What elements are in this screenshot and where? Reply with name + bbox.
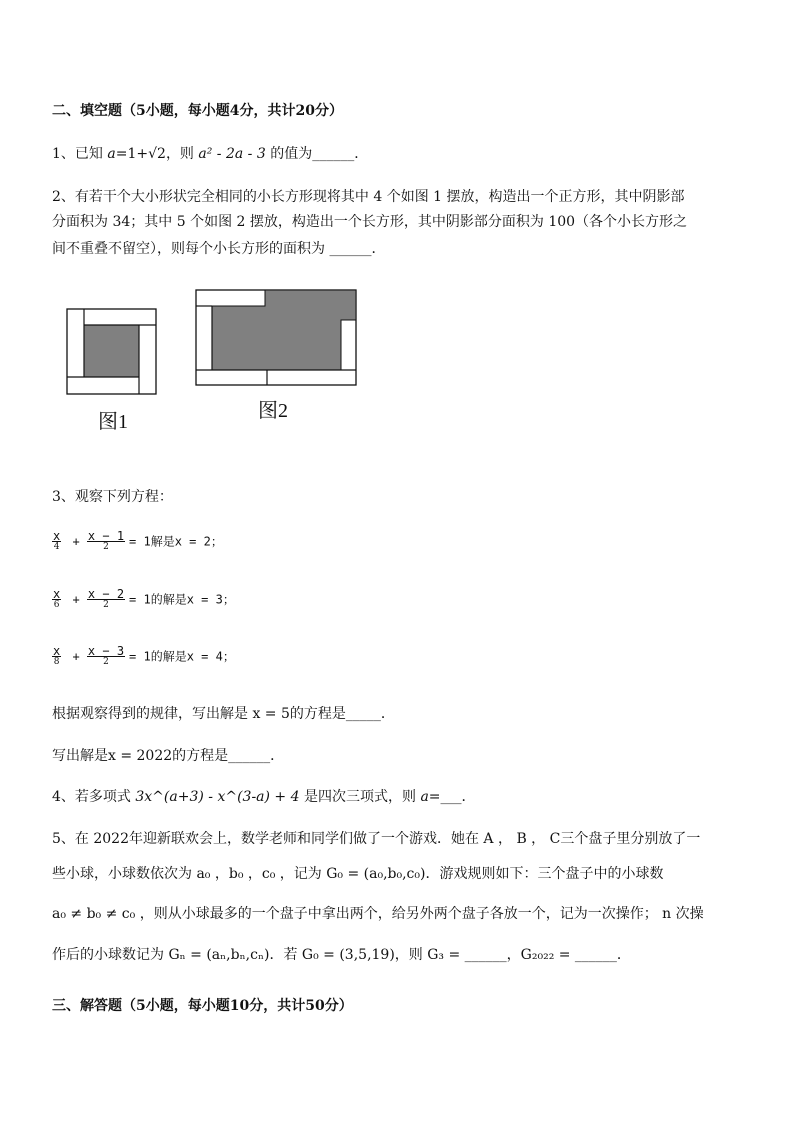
q3-eq2-d2: 2: [103, 600, 109, 610]
q3-eq1-d1: 4: [53, 542, 60, 552]
q3-eq2-n1: x: [53, 587, 61, 601]
q3-eq3-d2: 2: [103, 657, 109, 667]
q1-var: a: [107, 146, 116, 162]
q1-eq: =1+√2: [115, 146, 166, 162]
q1-expr: a² - 2a - 3: [198, 146, 266, 162]
q3-eq1-d2: 2: [103, 542, 109, 552]
q3-equation-2: $\frac{x}{6}$ + $\frac{x - 2}{2}$ = 1的解是x = 3；: [53, 587, 235, 610]
fig1-shaded-square: [84, 325, 139, 377]
question-5-line4: 作后的小球数记为 Gₙ = (aₙ,bₙ,cₙ)．若 G₀ = (3,5,19)，则 G₃ = ______，G₂₀₂₂ = ______．: [52, 947, 631, 963]
q4-var: a: [420, 789, 429, 805]
q3-eq3-n2: x − 3: [87, 644, 125, 658]
q4-prefix: 4、若多项式: [52, 789, 131, 805]
question-5-line3: a₀ ≠ b₀ ≠ c₀ ，则从小球最多的一个盘子中拿出两个，给另外两个盘子各放一个，记为一次操作； n 次操: [52, 906, 704, 922]
section2-heading: 二、填空题（5小题，每小题4分，共计20分）: [52, 103, 343, 119]
q3-eq1-n1: x: [53, 529, 61, 543]
q3-equation-1: $\frac{x}{4}$ + $\frac{x - 1}{2}$ = 1解是x = 2；: [53, 529, 223, 552]
q3-eq1-rest: = 1解是x = 2；: [129, 534, 223, 549]
q3-ask-2: 写出解是x = 2022的方程是______．: [52, 748, 285, 764]
figure-1-caption: 图1: [98, 411, 128, 433]
q3-eq3-d1: 8: [53, 657, 60, 667]
q4-tail: =___．: [428, 789, 476, 805]
figure-1: [66, 308, 158, 396]
q3-ask-1: 根据观察得到的规律，写出解是 x = 5的方程是_____．: [52, 706, 395, 722]
q3-eq3-n1: x: [53, 644, 61, 658]
question-4: [52, 786, 476, 806]
q3-eq1-n2: x − 1: [87, 529, 125, 543]
question-2-line3: 间不重叠不留空），则每个小长方形的面积为 ______．: [52, 241, 386, 257]
question-3-intro: 3、观察下列方程：: [52, 489, 173, 505]
question-2-line1: 2、有若干个大小形状完全相同的小长方形现将其中 4 个如图 1 摆放，构造出一个正方形，其中阴影部: [52, 189, 685, 205]
figure-2-caption: 图2: [258, 400, 288, 422]
question-5-line1: 5、在 2022年迎新联欢会上，数学老师和同学们做了一个游戏．她在 A ， B ， C三个盘子里分别放了一: [52, 831, 701, 847]
q3-eq2-n2: x − 2: [87, 587, 125, 601]
q4-expr: 3x^(a+3) - x^(3-a) + 4: [135, 789, 300, 805]
figure-2: [195, 289, 358, 387]
q1-suffix: 的值为______．: [270, 146, 369, 162]
q3-eq2-d1: 6: [53, 600, 60, 610]
q3-equation-3: $\frac{x}{8}$ + $\frac{x - 3}{2}$ = 1的解是x = 4；: [53, 644, 235, 667]
q1-mid: ，则: [165, 146, 194, 162]
question-1: [52, 143, 368, 163]
q3-eq3-rest: = 1的解是x = 4；: [129, 649, 235, 664]
q1-prefix: 1、已知: [52, 146, 103, 162]
question-5-line2: 些小球，小球数依次为 a₀ ，b₀ ，c₀ ，记为 G₀ = (a₀,b₀,c₀)．游戏规则如下：三个盘子中的小球数: [52, 866, 664, 882]
q3-eq2-rest: = 1的解是x = 3；: [129, 592, 235, 607]
section3-heading: 三、解答题（5小题，每小题10分，共计50分）: [52, 998, 353, 1014]
question-2-line2: 分面积为 34；其中 5 个如图 2 摆放，构造出一个长方形，其中阴影部分面积为 100（各个小长方形之: [52, 214, 688, 230]
q4-suffix: 是四次三项式，则: [303, 789, 416, 805]
